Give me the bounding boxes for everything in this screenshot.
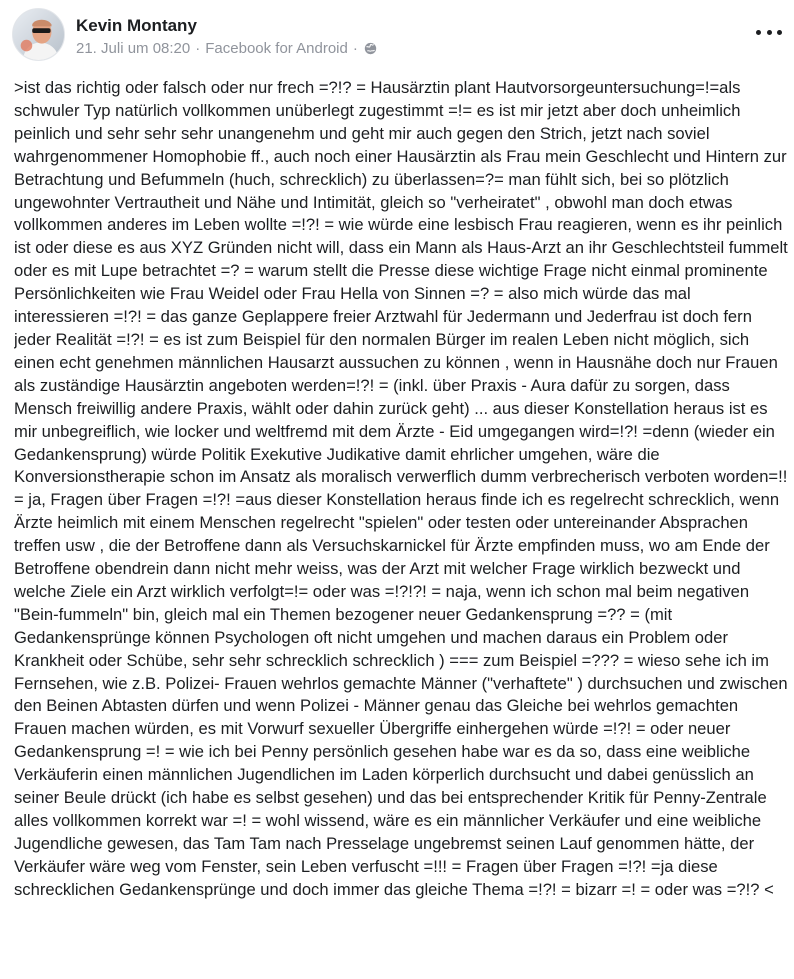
more-dot [777, 30, 782, 35]
more-options-icon[interactable] [756, 22, 782, 42]
meta-separator: · [352, 40, 358, 57]
post-meta [76, 40, 377, 57]
post-source: Facebook for Android [205, 40, 348, 57]
avatar-photo [13, 9, 64, 60]
meta-separator: · [195, 40, 201, 57]
post-header [12, 8, 782, 64]
post-timestamp[interactable]: 21. Juli um 08:20 [76, 40, 191, 57]
post-body-text: >ist das richtig oder falsch oder nur frech =?!? = Hausärztin plant Hautvorsorgeuntersuchung=!=als schwuler Typ natürlich vollkommen unüberlegt zugestimmt =!= es ist mir jetzt aber doch unheimlich peinlich und sehr sehr sehr unangenehm und geht mir auch gegen den Strich, jetzt nach soviel wahrgenommener Homophobie ff., auch noch einer Hausärztin als Frau mein Geschlecht und Hintern zur Betrachtung und Befummeln (huch, schrecklich) zu überlassen=?= man fühlt sich, bei so plötzlich ungewohnter Vertrautheit und Nähe und Intimität, gleich so "verheiratet" , obwohl man doch etwas vollkommen anderes im Leben wollte =!?! = wie würde eine lesbisch Frau reagieren, wenn es ihr peinlich ist oder diese es aus XYZ Gründen nicht will, dass ein Mann als Haus-Arzt an ihr Geschlechtsteil fummelt oder es mit Lupe betrachtet =? = warum stellt die Presse diese wichtige Frage nicht einmal prominente Persönlichkeiten wie Frau Weidel oder Frau Hella von Sinnen =? = also mich würde das mal interessieren =!?! = das ganze Geplappere freier Arztwahl für Jedermann und Jederfrau ist doch fern jeder Realität =!?! = es ist zum Beispiel für den normalen Bürger im realen Leben nicht möglich, sich einen echt genehmen männlichen Hausarzt aussuchen zu können , wenn in Hausnähe doch nur Frauen als zuständige Hausärztin angeboten werden=!?! = (inkl. über Praxis - Aura dafür zu sorgen, dass Mensch freiwillig andere Praxis, wählt oder dahin zurück geht) ... aus dieser Konstellation heraus ist es mir unbegreiflich, wie locker und weltfremd mit dem Ärzte - Eid umgegangen wird=!?! =denn (wieder ein Gedankensprung) würde Politik Exekutive Judikative damit ehrlicher umgehen, wäre die Konversionstherapie schon im Ansatz als moralisch verwerflich dumm verbrecherisch verboten worden=!! = ja, Fragen über Fragen =!?! =aus dieser Konstellation heraus finde ich es regelrecht schrecklich, wenn Ärzte heimlich mit einem Menschen regelrecht "spielen" oder testen oder untereinander Absprachen treffen usw , die der Betroffene dann als Versuchskarnickel für Ärzte empfinden muss, wo am Ende der Betroffene obendrein dann nicht mehr weiss, was der Arzt mit welcher Frage wirklich bezweckt und welche Ziele ein Arzt wirklich verfolgt=!= oder was =!?!?! = naja, wenn ich schon mal beim negativen "Bein-fummeln" bin, gleich mal ein Themen bezogener neuer Gedankensprung =?? = (mit Gedankensprünge können Psychologen oft nicht umgehen und machen daraus ein Problem oder Krankheit oder Schübe, sehr sehr schrecklich schrecklich ) === zum Beispiel =??? = wieso sehe ich im Fernsehen, wie z.B. Polizei- Frauen wehrlos gemachte Männer ("verhaftete" ) durchsuchen und zwischen den Beinen Abtasten dürfen und wenn Polizei - Männer genau das Gleiche bei wehrlos gemachten Frauen machen würden, es mit Vorwurf sexueller Übergriffe einhergehen würde =!?! = oder neuer Gedankensprung =! = wie ich bei Penny persönlich gesehen habe war es da so, dass eine weibliche Verkäuferin einen männlichen Jugendlichen im Laden körperlich durchsucht und dabei genüsslich an seiner Beule drückt (ich habe es selbst gesehen) und das bei entsprechender Kritik für Penny-Zentrale alles vollkommen korrekt war =! = wohl wissend, wäre es ein männlicher Verkäufer und eine weibliche Jugendliche gewesen, das Tam Tam nach Presselage ungebremst seinen Lauf genommen hätte, der Verkäufer wäre weg vom Fenster, sein Leben verfuscht =!!! = Fragen über Fragen =!?! =ja diese schrecklichen Gedankensprünge und doch immer das gleiche Thema =!?! = bizarr =! = oder was =?!? < [14, 78, 788, 899]
avatar[interactable] [12, 8, 65, 61]
globe-icon[interactable] [364, 42, 377, 55]
author-name[interactable]: Kevin Montany [76, 16, 197, 35]
more-dot [756, 30, 761, 35]
more-dot [767, 30, 772, 35]
